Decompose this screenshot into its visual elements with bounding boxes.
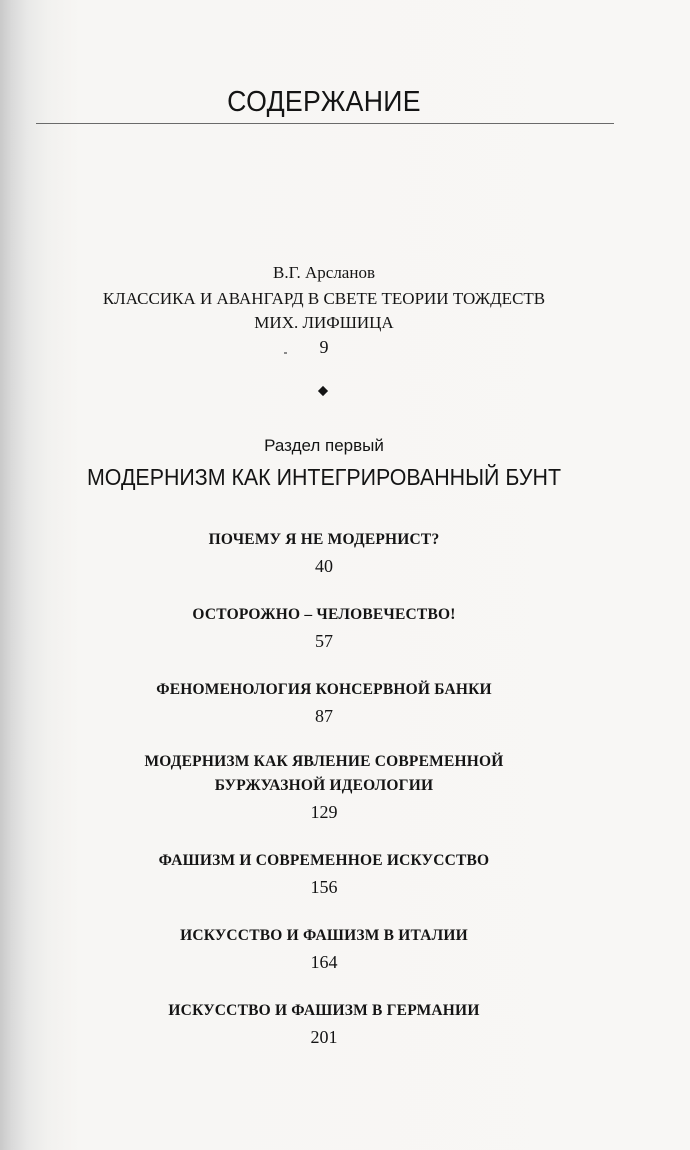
toc-entry-title: ИСКУССТВО И ФАШИЗМ В ГЕРМАНИИ [168,1002,480,1019]
toc-entry-title: ФАШИЗМ И СОВРЕМЕННОЕ ИСКУССТВО [158,852,490,869]
toc-entry-page: 87 [315,706,333,726]
title-rule [36,123,614,124]
diamond-ornament-icon [318,386,328,396]
toc-entry-page: 201 [310,1027,338,1047]
intro-title [0,287,648,335]
toc-entry-title-line-2: БУРЖУАЗНОЙ ИДЕОЛОГИИ [214,777,434,794]
intro-page-number: 9 [319,337,329,357]
toc-entry-page: 164 [310,952,338,972]
section-title: МОДЕРНИЗМ КАК ИНТЕГРИРОВАННЫЙ БУНТ [86,464,562,490]
toc-entry-page: 129 [310,802,338,822]
intro-title-line-2: МИХ. ЛИФШИЦА [254,313,394,332]
toc-entry-page: 57 [315,631,333,651]
toc-entry-title: ПОЧЕМУ Я НЕ МОДЕРНИСТ? [208,531,440,548]
toc-entry-page: 156 [310,877,338,897]
toc-entry-title: ИСКУССТВО И ФАШИЗМ В ИТАЛИИ [180,927,468,944]
intro-author: В.Г. Арсланов [273,263,375,282]
toc-entry-page: 40 [315,556,333,576]
toc-entry-title-line-1: МОДЕРНИЗМ КАК ЯВЛЕНИЕ СОВРЕМЕННОЙ [144,753,504,770]
toc-entry-title: ФЕНОМЕНОЛОГИЯ КОНСЕРВНОЙ БАНКИ [156,681,492,698]
print-speck [284,352,287,354]
toc-entry-title: ОСТОРОЖНО – ЧЕЛОВЕЧЕСТВО! [192,606,456,623]
page-title: СОДЕРЖАНИЕ [227,86,421,118]
toc-entry-title [0,750,648,798]
intro-title-line-1: КЛАССИКА И АВАНГАРД В СВЕТЕ ТЕОРИИ ТОЖДЕСТВ [102,289,546,308]
section-label: Раздел первый [264,436,384,455]
